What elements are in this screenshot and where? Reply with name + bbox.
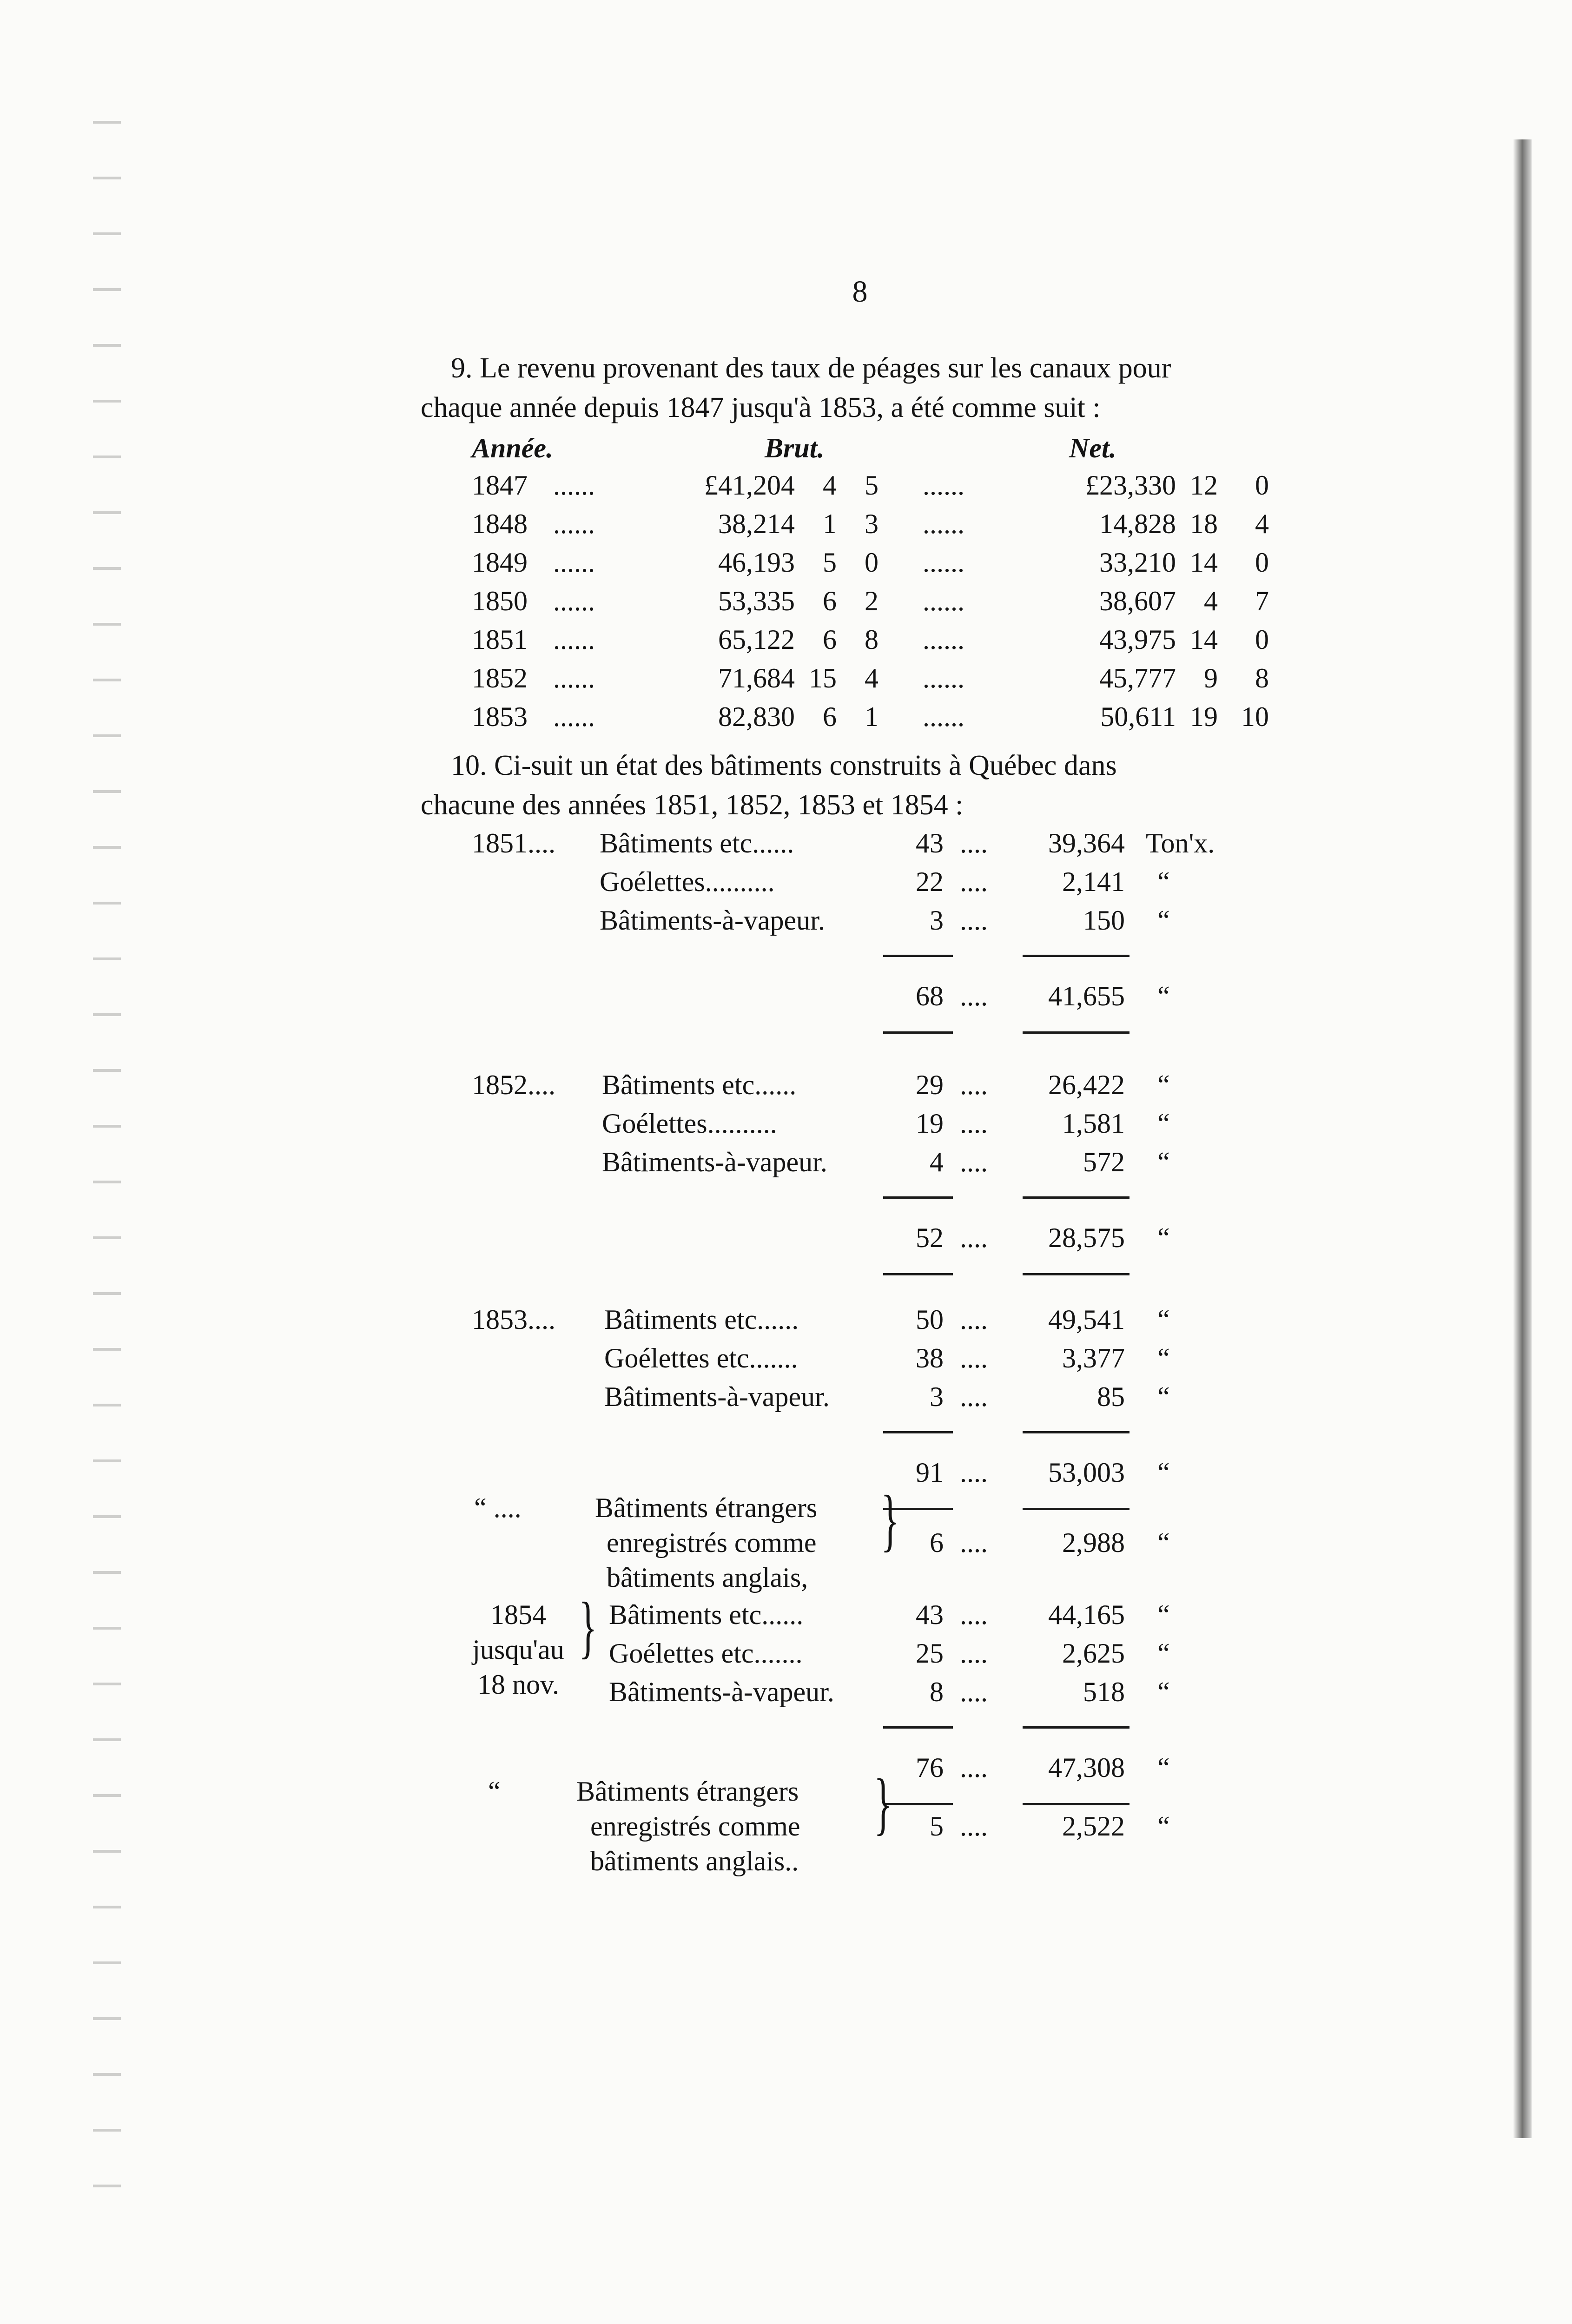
row-gross-shillings: 6: [823, 701, 837, 732]
para9-line1: 9. Le revenu provenant des taux de péages sur les canaux pour: [451, 352, 1171, 384]
foreign1854-tons: 2,522: [1062, 1811, 1125, 1842]
ship-count: 43: [916, 828, 944, 858]
ship-dots: ....: [960, 828, 988, 858]
ship-tons: 572: [1083, 1147, 1125, 1177]
total-dots: ....: [960, 1222, 988, 1253]
ship-count: 43: [916, 1599, 944, 1630]
ship-type: Bâtiments-à-vapeur.: [602, 1147, 827, 1177]
total-count: 52: [916, 1222, 944, 1253]
row-gross: 65,122: [718, 624, 795, 655]
row-gross: 38,214: [718, 508, 795, 539]
total-dots: ....: [960, 981, 988, 1011]
row-net: 43,975: [1099, 624, 1176, 655]
ditto-mark: “: [1157, 981, 1170, 1011]
ship-dots: ....: [960, 1147, 988, 1177]
row-leader: ......: [553, 663, 595, 693]
ship-dots: ....: [960, 1638, 988, 1669]
total-rule: [1023, 1803, 1129, 1805]
ship-count: 22: [916, 866, 944, 897]
row-net-pence: 0: [1255, 624, 1269, 655]
row-net-pence: 4: [1255, 508, 1269, 539]
foreign1853-line3: bâtiments anglais,: [607, 1562, 808, 1593]
row-year: 1850: [472, 586, 528, 616]
total-dots: ....: [960, 1752, 988, 1783]
row-leader: ......: [923, 586, 964, 616]
ship-dots: ....: [960, 905, 988, 936]
foreign1854-count: 5: [930, 1811, 944, 1842]
total-rule: [883, 1031, 953, 1034]
row-leader: ......: [553, 470, 595, 501]
foreign1853-count: 6: [930, 1527, 944, 1558]
ditto-mark: “: [1157, 1343, 1170, 1373]
row-gross-pence: 2: [865, 586, 878, 616]
row-net-shillings: 12: [1190, 470, 1218, 501]
header-year: Année.: [472, 433, 554, 463]
scan-left-edge: [93, 102, 121, 2194]
row-gross-pence: 3: [865, 508, 878, 539]
foreign1853-dots: ....: [960, 1527, 988, 1558]
row-net-shillings: 19: [1190, 701, 1218, 732]
ditto-mark: “: [1157, 1527, 1170, 1558]
ship-count: 38: [916, 1343, 944, 1373]
foreign1854-line1: Bâtiments étrangers: [576, 1776, 799, 1807]
row-gross-pence: 0: [865, 547, 878, 578]
row-net-pence: 8: [1255, 663, 1269, 693]
ship-type: Bâtiments etc......: [602, 1070, 797, 1100]
ship-type: Goélettes etc.......: [604, 1343, 798, 1373]
header-net: Net.: [1069, 433, 1116, 463]
row-gross-pence: 5: [865, 470, 878, 501]
total-rule: [883, 1196, 953, 1199]
page-number: 8: [852, 275, 868, 309]
ditto-mark: “: [1157, 1677, 1170, 1707]
foreign1854-line2: enregistrés comme: [590, 1811, 800, 1842]
row-gross: 71,684: [718, 663, 795, 693]
row-gross-shillings: 15: [809, 663, 837, 693]
row-year: 1848: [472, 508, 528, 539]
ship-tons: 1,581: [1062, 1108, 1125, 1139]
header-gross: Brut.: [765, 433, 825, 463]
ship-count: 3: [930, 905, 944, 936]
ship-type: Bâtiments etc......: [604, 1304, 799, 1335]
row-leader: ......: [923, 508, 964, 539]
ditto-mark: “: [1157, 1599, 1170, 1630]
total-rule: [1023, 1031, 1129, 1034]
ship-tons: 39,364: [1048, 828, 1125, 858]
foreign1854-dots: ....: [960, 1811, 988, 1842]
row-year: 1852: [472, 663, 528, 693]
row-gross: 53,335: [718, 586, 795, 616]
foreign1853-line1: Bâtiments étrangers: [595, 1492, 818, 1523]
foreign1853-tons: 2,988: [1062, 1527, 1125, 1558]
row-leader: ......: [553, 547, 595, 578]
ship-type: Bâtiments etc......: [609, 1599, 804, 1630]
ship-count: 8: [930, 1677, 944, 1707]
total-rule: [883, 1273, 953, 1275]
ditto-mark: “: [1157, 1457, 1170, 1488]
row-year: 1847: [472, 470, 528, 501]
ship-tons: 49,541: [1048, 1304, 1125, 1335]
row-leader: ......: [553, 508, 595, 539]
row-year: 1853: [472, 701, 528, 732]
tons-unit: Ton'x.: [1146, 828, 1215, 858]
row-year: 1849: [472, 547, 528, 578]
right-brace: }: [881, 1481, 899, 1558]
ship-dots: ....: [960, 1304, 988, 1335]
total-dots: ....: [960, 1457, 988, 1488]
year1854-label-1: 1854: [490, 1599, 546, 1630]
row-net: 33,210: [1099, 547, 1176, 578]
ditto-mark: “: [1157, 1752, 1170, 1783]
ship-tons: 2,141: [1062, 866, 1125, 897]
para9-line2: chaque année depuis 1847 jusqu'à 1853, a été comme suit :: [421, 392, 1101, 423]
row-net-shillings: 14: [1190, 547, 1218, 578]
total-rule: [883, 955, 953, 957]
right-brace: }: [874, 1765, 892, 1842]
ship-tons: 3,377: [1062, 1343, 1125, 1373]
row-year: 1851: [472, 624, 528, 655]
row-gross-pence: 1: [865, 701, 878, 732]
right-brace: }: [579, 1588, 597, 1665]
year-label-1853: 1853....: [472, 1304, 555, 1335]
ship-type: Bâtiments etc......: [600, 828, 794, 858]
total-rule: [883, 1803, 953, 1805]
para10-line2: chacune des années 1851, 1852, 1853 et 1854 :: [421, 789, 964, 821]
total-tons: 47,308: [1048, 1752, 1125, 1783]
row-gross-shillings: 5: [823, 547, 837, 578]
ditto-mark: “: [1157, 1304, 1170, 1335]
total-tons: 41,655: [1048, 981, 1125, 1011]
ship-dots: ....: [960, 1677, 988, 1707]
row-net-shillings: 14: [1190, 624, 1218, 655]
ditto-mark: “: [1157, 1108, 1170, 1139]
row-gross: 82,830: [718, 701, 795, 732]
row-gross-pence: 8: [865, 624, 878, 655]
ditto-mark: “: [1157, 866, 1170, 897]
row-leader: ......: [553, 586, 595, 616]
ship-tons: 85: [1097, 1381, 1125, 1412]
total-count: 91: [916, 1457, 944, 1488]
foreign1853-prefix: “ ....: [474, 1492, 522, 1523]
row-leader: ......: [923, 624, 964, 655]
year1854-label-2: jusqu'au: [472, 1634, 564, 1665]
ditto-mark: “: [1157, 1222, 1170, 1253]
total-rule: [1023, 1431, 1129, 1433]
total-rule: [1023, 955, 1129, 957]
row-net-pence: 0: [1255, 470, 1269, 501]
total-tons: 28,575: [1048, 1222, 1125, 1253]
ship-dots: ....: [960, 1108, 988, 1139]
ship-count: 29: [916, 1070, 944, 1100]
foreign1853-line2: enregistrés comme: [607, 1527, 817, 1558]
total-tons: 53,003: [1048, 1457, 1125, 1488]
row-net-pence: 10: [1241, 701, 1269, 732]
ship-tons: 2,625: [1062, 1638, 1125, 1669]
total-rule: [883, 1431, 953, 1433]
row-net: 50,611: [1100, 701, 1176, 732]
ditto-mark: “: [1157, 1381, 1170, 1412]
ditto-mark: “: [1157, 1147, 1170, 1177]
row-net-shillings: 4: [1204, 586, 1218, 616]
row-gross-pence: 4: [865, 663, 878, 693]
total-count: 76: [916, 1752, 944, 1783]
ship-count: 3: [930, 1381, 944, 1412]
ditto-mark: “: [1157, 1638, 1170, 1669]
row-gross-shillings: 6: [823, 624, 837, 655]
ship-count: 25: [916, 1638, 944, 1669]
year-label-1851: 1851....: [472, 828, 555, 858]
foreign1854-line3: bâtiments anglais..: [590, 1846, 799, 1876]
row-net-pence: 7: [1255, 586, 1269, 616]
ship-count: 19: [916, 1108, 944, 1139]
year-label-1852: 1852....: [472, 1070, 555, 1100]
ship-dots: ....: [960, 1343, 988, 1373]
row-gross-shillings: 4: [823, 470, 837, 501]
row-gross: 46,193: [718, 547, 795, 578]
scan-right-edge: [1513, 139, 1532, 2138]
row-gross-shillings: 6: [823, 586, 837, 616]
ship-count: 4: [930, 1147, 944, 1177]
year1854-label-3: 18 nov.: [477, 1669, 560, 1700]
ship-tons: 150: [1083, 905, 1125, 936]
total-rule: [1023, 1508, 1129, 1510]
row-leader: ......: [923, 701, 964, 732]
row-net: 38,607: [1099, 586, 1176, 616]
ditto-mark: “: [1157, 905, 1170, 936]
ship-type: Goélettes..........: [600, 866, 775, 897]
total-count: 68: [916, 981, 944, 1011]
ship-type: Bâtiments-à-vapeur.: [600, 905, 825, 936]
row-net: 45,777: [1099, 663, 1176, 693]
total-rule: [1023, 1273, 1129, 1275]
row-leader: ......: [923, 470, 964, 501]
row-leader: ......: [553, 701, 595, 732]
ship-type: Goélettes etc.......: [609, 1638, 803, 1669]
row-leader: ......: [923, 547, 964, 578]
ship-tons: 44,165: [1048, 1599, 1125, 1630]
ship-type: Goélettes..........: [602, 1108, 777, 1139]
row-net-shillings: 18: [1190, 508, 1218, 539]
ditto-mark: “: [1157, 1811, 1170, 1842]
row-leader: ......: [553, 624, 595, 655]
row-gross-shillings: 1: [823, 508, 837, 539]
row-net-shillings: 9: [1204, 663, 1218, 693]
row-leader: ......: [923, 663, 964, 693]
ship-type: Bâtiments-à-vapeur.: [609, 1677, 834, 1707]
foreign1854-prefix: “: [488, 1776, 501, 1807]
ship-tons: 26,422: [1048, 1070, 1125, 1100]
row-net: £23,330: [1085, 470, 1176, 501]
row-net: 14,828: [1099, 508, 1176, 539]
ship-count: 50: [916, 1304, 944, 1335]
total-rule: [1023, 1726, 1129, 1729]
ship-dots: ....: [960, 1070, 988, 1100]
para10-line1: 10. Ci-suit un état des bâtiments construits à Québec dans: [451, 750, 1117, 781]
ship-tons: 518: [1083, 1677, 1125, 1707]
total-rule: [883, 1726, 953, 1729]
row-gross: £41,204: [704, 470, 795, 501]
ship-type: Bâtiments-à-vapeur.: [604, 1381, 830, 1412]
row-net-pence: 0: [1255, 547, 1269, 578]
ship-dots: ....: [960, 1599, 988, 1630]
ship-dots: ....: [960, 866, 988, 897]
ditto-mark: “: [1157, 1070, 1170, 1100]
ship-dots: ....: [960, 1381, 988, 1412]
total-rule: [1023, 1196, 1129, 1199]
